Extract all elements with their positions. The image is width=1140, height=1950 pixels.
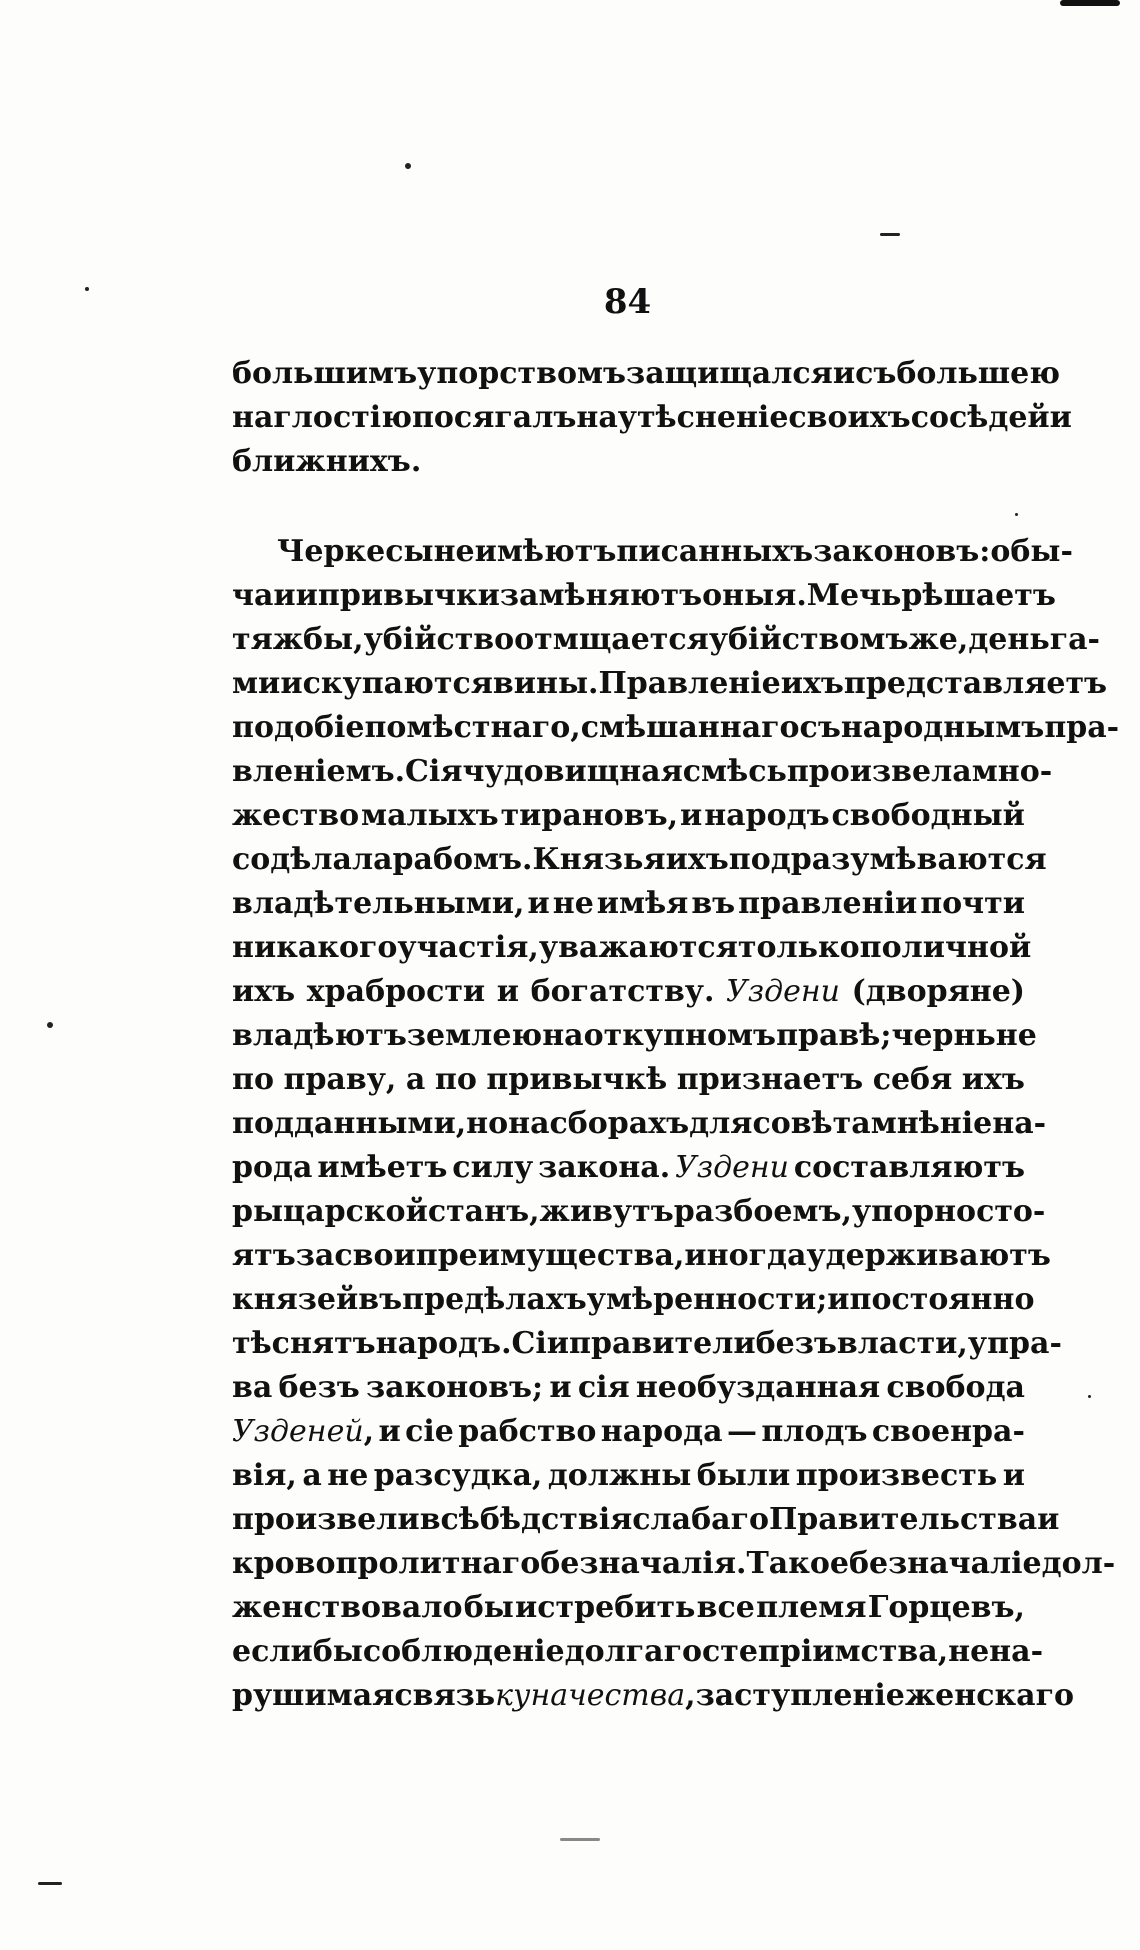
word: но (466, 1106, 509, 1141)
scan-speck (880, 233, 900, 236)
word: упорствомъ (417, 356, 627, 391)
word: безначалія. (540, 1546, 747, 1581)
word: законовъ: (813, 534, 991, 569)
scan-speck (560, 1838, 600, 1841)
word: обы- (990, 534, 1073, 569)
text-line (232, 926, 1032, 970)
word: рабство (458, 1414, 597, 1449)
word: вія, (232, 1458, 297, 1493)
scan-speck (1015, 513, 1018, 516)
word: и (827, 1282, 850, 1317)
word: безъ (278, 1370, 360, 1405)
word: отмщается (514, 622, 709, 657)
word: необузданная (635, 1370, 881, 1405)
word: вленіемъ. (232, 754, 406, 789)
word: народъ. (375, 1326, 512, 1361)
word: и (680, 798, 703, 833)
word: же, (908, 622, 969, 657)
word: свои (334, 1238, 416, 1273)
page-number: 84 (603, 282, 652, 322)
word: не (433, 534, 475, 569)
word: ми (232, 666, 281, 701)
word: за (295, 1238, 335, 1273)
word: по (232, 1062, 274, 1097)
word: кровопролитнаго (232, 1546, 541, 1581)
word: праву, (283, 1062, 397, 1097)
text-line (232, 1674, 1074, 1718)
word: владѣютъ (232, 1018, 407, 1053)
text-line (232, 1146, 1025, 1190)
word: и (1037, 1502, 1060, 1537)
word (675, 1146, 789, 1190)
text-line (232, 1058, 1025, 1102)
word: на (542, 1018, 584, 1053)
word: землею (406, 1018, 543, 1053)
word: наглостію (232, 400, 412, 435)
word: посягалъ (411, 400, 577, 435)
word: все (696, 1590, 755, 1625)
text-line (232, 1366, 1025, 1410)
word: власти, (836, 1326, 968, 1361)
word: народа (600, 1414, 723, 1449)
word: ихъ (665, 842, 729, 877)
word: свободный (831, 798, 1025, 833)
word: большимъ (232, 356, 418, 391)
paragraph-2 (232, 530, 1120, 1718)
word: народъ (704, 798, 830, 833)
word: долга (564, 1634, 664, 1669)
word: рода (232, 1150, 313, 1185)
text-line (232, 1278, 1035, 1322)
word: закона. (538, 1150, 671, 1185)
word: и (1002, 1458, 1025, 1493)
word: нена- (948, 1634, 1044, 1669)
word: предѣлахъ (402, 1282, 587, 1317)
text-line (232, 396, 1072, 440)
scan-speck (405, 163, 411, 169)
word: дол- (1041, 1546, 1116, 1581)
italic-term: Уздени (675, 1150, 789, 1185)
word: составляютъ (793, 1150, 1025, 1185)
word: произвели (232, 1502, 420, 1537)
word: искупаются (280, 666, 493, 701)
word: Сія (405, 754, 463, 789)
word: замѣняютъ (499, 578, 703, 613)
word: на (576, 400, 618, 435)
word: только (737, 930, 860, 965)
word: разбоемъ, (673, 1194, 852, 1229)
text-line (232, 1102, 1047, 1146)
word: вины. (492, 666, 599, 701)
word: Князья (532, 842, 666, 877)
text-line (232, 1498, 1060, 1542)
word: и (496, 974, 520, 1009)
word: на (508, 1106, 550, 1141)
word: и (1049, 400, 1072, 435)
word: мно- (971, 754, 1053, 789)
text-line (232, 530, 1073, 574)
word: пра- (1044, 710, 1120, 745)
word: по (434, 1062, 477, 1097)
text-line (232, 970, 1025, 1014)
word: помѣстнаго, (364, 710, 581, 745)
word: ихъ (232, 974, 296, 1009)
word: Сіи (511, 1326, 570, 1361)
word: уважаются (538, 930, 738, 965)
word: привычкѣ (486, 1062, 668, 1097)
word: и (549, 1370, 572, 1405)
text-line (232, 618, 1100, 662)
word: всѣ (419, 1502, 480, 1537)
text-line (232, 352, 1060, 396)
text-line (232, 882, 1025, 926)
word: сосѣдей (910, 400, 1050, 435)
word: себя (872, 1062, 953, 1097)
word: связь (394, 1678, 496, 1713)
word: въ (358, 1282, 403, 1317)
word: ихъ (780, 666, 844, 701)
word: ятъ (232, 1238, 296, 1273)
word: сто- (976, 1194, 1046, 1229)
word: и (378, 1414, 401, 1449)
word: не (327, 1458, 369, 1493)
scan-speck (1088, 1395, 1091, 1398)
word: гостепріимства, (663, 1634, 949, 1669)
word: если (232, 1634, 313, 1669)
word: а (405, 1062, 426, 1097)
word: утѣсненіе (617, 400, 789, 435)
word: бы (463, 1590, 514, 1625)
word: Такое (746, 1546, 849, 1581)
word: рушимая (232, 1678, 395, 1713)
word: мнѣніе (870, 1106, 993, 1141)
text-line (232, 838, 1047, 882)
word: Правленіе (598, 666, 781, 701)
word: разсудка, (373, 1458, 543, 1493)
word: живутъ (539, 1194, 674, 1229)
text-line (232, 706, 1120, 750)
word: писанныхъ (616, 534, 814, 569)
word: не (552, 886, 594, 921)
word: откупномъ (583, 1018, 777, 1053)
word: бѣдствія (479, 1502, 633, 1537)
word: представляетъ (843, 666, 1108, 701)
word: убійствомъ (708, 622, 909, 657)
text-line (232, 1234, 1051, 1278)
word: женскаго (904, 1678, 1074, 1713)
word: ва (232, 1370, 273, 1405)
text-line (232, 1410, 1025, 1454)
text-line (232, 574, 1056, 618)
word: ближнихъ. (232, 444, 422, 479)
text-line (232, 794, 1025, 838)
word: владѣтельными, (232, 886, 525, 921)
text-line (232, 1322, 1062, 1366)
word: никакого (232, 930, 398, 965)
word: правители (569, 1326, 756, 1361)
scan-mark (1060, 0, 1120, 6)
word: рѣшаетъ (901, 578, 1056, 613)
word (726, 970, 840, 1014)
word: куначества, (495, 1678, 696, 1713)
word: по (859, 930, 902, 965)
word: Мечь (806, 578, 902, 613)
word: народнымъ (840, 710, 1045, 745)
word: богатству. (530, 974, 715, 1009)
text-line (232, 1014, 1037, 1058)
word: свобода (886, 1370, 1025, 1405)
word: малыхъ (361, 798, 499, 833)
word: тяжбы, (232, 622, 364, 657)
word: князей (232, 1282, 359, 1317)
word: деньга- (968, 622, 1100, 657)
word: на- (992, 1106, 1047, 1141)
text-line (232, 1190, 1046, 1234)
word: съ (799, 710, 841, 745)
word: защищался (626, 356, 833, 391)
word: сіе (405, 1414, 454, 1449)
word: Горцевъ, (867, 1590, 1025, 1625)
word: съ (855, 356, 897, 391)
word: подданными, (232, 1106, 467, 1141)
word: упорно (851, 1194, 977, 1229)
word: Правительства (768, 1502, 1038, 1537)
word: бы (312, 1634, 363, 1669)
word: содѣлала (232, 842, 393, 877)
word: силу (452, 1150, 534, 1185)
word: храбрости (306, 974, 486, 1009)
text-line (232, 662, 1108, 706)
paragraph-1 (232, 352, 1072, 484)
word: своихъ (788, 400, 911, 435)
word: удерживаютъ (806, 1238, 1051, 1273)
text-line (232, 440, 1025, 484)
word: чудовищная (462, 754, 683, 789)
word: смѣшаннаго (580, 710, 800, 745)
word: въ (691, 886, 736, 921)
word: произвела (786, 754, 972, 789)
word: женствовало (232, 1590, 463, 1625)
word: законовъ; (365, 1370, 544, 1405)
word: были (696, 1458, 791, 1493)
word: личной (901, 930, 1032, 965)
word: подразумѣваются (728, 842, 1047, 877)
text-line (232, 750, 1053, 794)
word: имѣя (596, 886, 689, 921)
word: подобіе (232, 710, 365, 745)
word: постоянно (849, 1282, 1035, 1317)
word: не (995, 1018, 1037, 1053)
word: и (832, 356, 856, 391)
text-line (232, 1630, 1044, 1674)
word: тѣснятъ (232, 1326, 376, 1361)
word: и (295, 578, 318, 613)
word: и (527, 886, 550, 921)
scan-speck (47, 1022, 53, 1028)
word: почти (920, 886, 1025, 921)
word: чернь (891, 1018, 996, 1053)
word: чаи (232, 578, 296, 613)
word: — (726, 1414, 757, 1449)
word: заступленіе (695, 1678, 905, 1713)
italic-term: Уздени (726, 974, 840, 1009)
word: иногда (684, 1238, 807, 1273)
word: умѣренности; (586, 1282, 828, 1317)
word: а (302, 1458, 322, 1493)
word: Узденей, (232, 1414, 375, 1449)
word: упра- (967, 1326, 1062, 1361)
word: произвесть (795, 1458, 998, 1493)
word: совѣта (752, 1106, 871, 1141)
word: смѣсь (682, 754, 787, 789)
word: тирановъ, (500, 798, 679, 833)
word: сборахъ (549, 1106, 690, 1141)
word: безначаліе (848, 1546, 1042, 1581)
word: имѣютъ (474, 534, 617, 569)
word: сія (577, 1370, 630, 1405)
word: признаетъ (676, 1062, 864, 1097)
word: оныя. (702, 578, 807, 613)
word: правленіи (738, 886, 918, 921)
text-line (232, 1542, 1116, 1586)
word: правѣ; (776, 1018, 892, 1053)
word: большею (896, 356, 1060, 391)
word: для (689, 1106, 753, 1141)
word: слабаго (632, 1502, 769, 1537)
word: Черкесы (277, 534, 434, 569)
text-line (232, 1586, 1025, 1630)
italic-term: Узденей (232, 1414, 364, 1449)
word: рабомъ. (392, 842, 533, 877)
word: соблюденіе (362, 1634, 565, 1669)
word: безъ (755, 1326, 837, 1361)
word: истребить (515, 1590, 696, 1625)
word: плодъ (761, 1414, 868, 1449)
word: убійство (363, 622, 515, 657)
word: должны (547, 1458, 692, 1493)
word: рыцарской (232, 1194, 428, 1229)
word: ихъ (961, 1062, 1025, 1097)
scan-speck (85, 287, 89, 291)
italic-term: куначества (495, 1678, 686, 1713)
word: своенра- (871, 1414, 1025, 1449)
word: имѣетъ (317, 1150, 448, 1185)
scan-speck (38, 1882, 62, 1885)
word: преимущества, (415, 1238, 685, 1273)
word: жество (232, 798, 360, 833)
word: станъ, (427, 1194, 540, 1229)
word: (дворяне) (851, 974, 1025, 1009)
text-line (232, 1454, 1025, 1498)
word: племя (756, 1590, 867, 1625)
word: привычки (317, 578, 500, 613)
word: участія, (397, 930, 539, 965)
